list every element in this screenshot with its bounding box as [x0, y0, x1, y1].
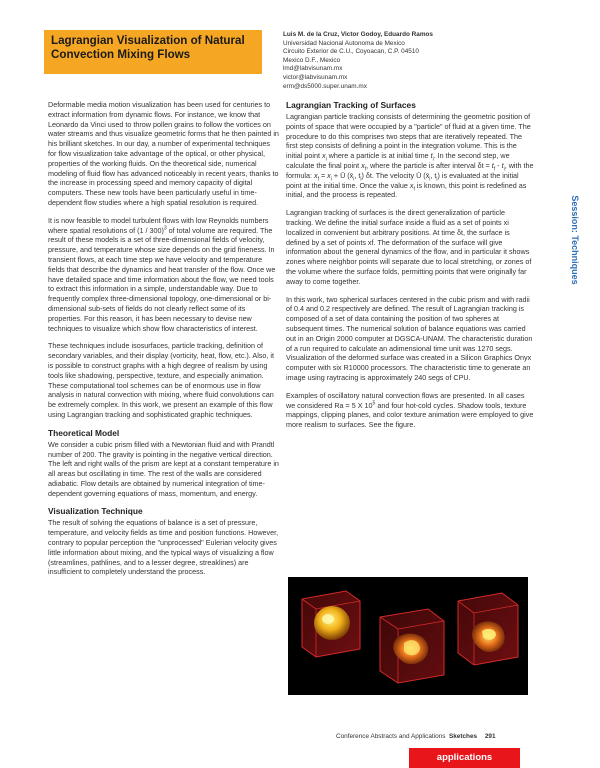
- sub-i: i: [436, 176, 438, 183]
- tracking-paragraph-2: Lagrangian tracking of surfaces is the direct generalization of particle tracking. We define the initial surface inside a fluid as a set of points xi localized in convenient but arbitrary positions. At time δt, the surface is defined by a set of points xf. The deformation of the surface will give information about the general dynamics of the flow, and in particular it shows zones where neighbor points will separate due to local stretching, or zones of the volume where the surface folds, permitting points that were originally far away to come together.: [286, 208, 532, 286]
- heading-theoretical-model: Theoretical Model: [48, 427, 120, 438]
- tracking-text-l: ) is evaluated at the initial point at the initial time. Once the value: [286, 170, 519, 190]
- tracking-p4-text-b: and four hot-cold cycles. Shadow tools, texture mappings, clipping planes, and color texture animation were employed to give more realism to surfaces. See the figure.: [286, 400, 534, 430]
- tracking-text-g: =: [318, 170, 328, 180]
- intro-paragraph-1: Deformable media motion visualization has been used for centuries to extract information from dynamic flows. For instance, we know that Leonardo da Vinci used to throw pollen grains to follow the vortices on water streams and thus visualize geometric forms that he then painted in his brilliant sketches. In our day, a number of experimental techniques for flow visualization take advantage of the optical, or other physical, properties of the working fluids. On the theoretical side, numerical modeling of fluid flow has advanced noticeably in recent years, thanks to the increase in processing speed and memory capacity of digital computers. These new tools have been particularly useful in time-dependent flow studies where a high spatial resolution is required.: [48, 100, 279, 207]
- tracking-text-d: , where the particle is after interval δt =: [366, 160, 492, 170]
- session-side-tab: [568, 190, 582, 290]
- var-x: x: [361, 160, 365, 170]
- tracking-text-b: where a particle is at initial time: [326, 151, 431, 161]
- tracking-p4-text-a: Examples of oscillatory natural convection flows are presented. In all cases we considered Ra = 5 X 10: [286, 390, 525, 410]
- email-2: victor@labvisunam.mx: [283, 73, 348, 81]
- heading-lagrangian-tracking: Lagrangian Tracking of Surfaces: [286, 100, 416, 110]
- affiliation-line-2: Circuito Exterior de C.U., Coyoacan, C.P. 04510: [283, 48, 419, 56]
- footer-section: Sketches: [448, 733, 478, 740]
- theory-paragraph: We consider a cubic prism filled with a Newtonian fluid and with Prandtl number of 200. The gravity is pointing in the negative vertical direction. The left and right walls of the prism are kept at a constant temperature in all areas but oscillating in time. The rest of the walls are considered adiabatic. Flow details are obtained by numerical integration of time-dependent governing equations of mass, momentum, and energy.: [48, 439, 279, 498]
- email-3: erm@ds5000.super.unam.mx: [283, 82, 367, 90]
- tracking-text-e: -: [495, 160, 502, 170]
- left-column: [48, 100, 280, 585]
- email-1: lmd@labvisunam.mx: [283, 65, 343, 73]
- figure-flow-renderings: [288, 577, 528, 695]
- cube-render-2: [380, 609, 444, 683]
- var-x: x: [321, 151, 326, 161]
- sub-i: i: [353, 176, 355, 183]
- paper-title-line-1: Lagrangian Visualization of Natural: [51, 34, 245, 47]
- tracking-text-k: , t: [430, 170, 437, 180]
- applications-label: applications: [436, 752, 493, 763]
- sub-i: i: [432, 156, 434, 163]
- page-footer: [336, 733, 496, 740]
- sub-f: f: [317, 176, 319, 183]
- title-box: [44, 30, 262, 74]
- session-label: Session: Techniques: [570, 195, 580, 285]
- page-number: 291: [484, 733, 496, 740]
- intro-paragraph-2: [48, 216, 280, 334]
- sub-f: f: [364, 166, 367, 173]
- var-x: x: [313, 170, 318, 180]
- intro-p2-exponent: 3: [163, 225, 167, 232]
- cube-render-1: [302, 591, 360, 657]
- figure-svg: [288, 577, 528, 695]
- footer-text: Conference Abstracts and Applications: [336, 733, 446, 740]
- var-x: x: [409, 180, 414, 190]
- sub-i: i: [429, 176, 431, 183]
- visualization-paragraph: The result of solving the equations of balance is a set of pressure, temperature, and velocity fields as time and position functions. However, contrary to popular perception the "unprocessed" Eulerian velocity gives little information about mixing, and the typical ways of visualizing a flow (streamlines, pathlines, and to a lesser degree, streaklines) are insufficient to completely understand the process.: [48, 518, 279, 577]
- sub-i: i: [360, 176, 362, 183]
- paper-title-line-2: Convection Mixing Flows: [51, 48, 191, 61]
- affiliation-line-1: Universidad Nacional Autonoma de Mexico: [283, 39, 405, 47]
- var-t: t: [430, 151, 433, 161]
- var-x: x: [327, 170, 331, 180]
- applications-band: [409, 748, 520, 768]
- sub-i: i: [330, 176, 332, 183]
- sub-i: i: [325, 156, 327, 163]
- sub-f: f: [493, 166, 496, 173]
- tracking-text-c: . In the second step, we calculate the final point: [286, 151, 510, 170]
- right-column: [286, 100, 534, 438]
- rayleigh-exponent: 5: [372, 400, 376, 407]
- tracking-paragraph-4: [286, 391, 534, 430]
- heading-visualization-technique: Visualization Technique: [48, 506, 143, 517]
- intro-paragraph-3: These techniques include isosurfaces, particle tracking, definition of secondary variables, and their display (vorticity, heat, flow, etc.). Also, it is possible to construct graphs with a high degree of realism by using tools like shadowing, perspective, texture, and especially animation. These computational tool schemes can be of enormous use in flow analysis in natural convection with mixing, where fluid convolutions can be extremely complex. In this work, we present an example of this flow using Lagrangian tracking and sophisticated graphic techniques.: [48, 341, 274, 419]
- author-block: [283, 31, 493, 91]
- intro-p2-text-a: It is now feasible to model turbulent flows with low Reynolds numbers where spatial resolutions of (1 / 300): [48, 215, 269, 235]
- cube-render-3: [458, 593, 518, 665]
- tracking-text-j: ) δt. The velocity Ū (x̄: [361, 170, 430, 180]
- tracking-text-h: + Ū (x̄: [331, 170, 354, 180]
- sub-f: f: [413, 186, 415, 193]
- intro-p2-text-b: of total volume are required. The result of these models is a set of three-dimensional fields of velocity, pressure, and temperature whose size depends on the grid fineness. In transient flows, at each time step we have velocity and temperature fields that describe the dynamics and heat transfer of the flow. Once we have detailed space and time information about the flow, we need tools to extract this information in a simple, understandable way. Due to frequently complex three-dimensional topology, one-dimensional or bi-dimensional sub-sets of fields do not clearly reflect some of its properties. For this reason, it has been necessary to devise new techniques to visualize which show flow characteristics of interest.: [48, 225, 276, 333]
- tracking-text-m: is known, this point is redefined as initial, and the process is repeated.: [286, 180, 527, 200]
- tracking-paragraph-1: [286, 112, 534, 200]
- var-t: t: [491, 160, 494, 170]
- sub-i: i: [503, 166, 505, 173]
- tracking-text-a: Lagrangian particle tracking consists of determining the geometric position of points of space that were occupied by a "particle" of fluid at a given time. The procedure to do this comprises two steps that are iteratively repeated. The first step consists of defining a point in the integration volume. This is the initial point: [286, 112, 531, 161]
- tracking-text-i: , t: [354, 170, 361, 180]
- affiliation-line-3: Mexico D.F., Mexico: [283, 56, 341, 64]
- tracking-paragraph-3: In this work, two spherical surfaces centered in the cubic prism and with radii of 0.4 and 0.2 respectively are defined. The result of Lagrangian tracking is composed of a set of data containing the position of two spheres at subsequent times. The numerical solution of balance equations was carried out in an Origin 2000 computer at DGSCA-UNAM. The characteristic duration of a run required to calculate an adimensional time unit was 1270 segs. Visualization of the deformed surface was created in a Silicon Graphics Onyx computer with six R10000 processors. The characteristic time to generate an image using raytracing is approximately 240 segs of CPU.: [286, 294, 533, 382]
- var-t: t: [501, 160, 504, 170]
- author-names: Luis M. de la Cruz, Victor Godoy, Eduardo Ramos: [283, 31, 433, 38]
- tracking-text-f: , with the formula:: [286, 160, 534, 180]
